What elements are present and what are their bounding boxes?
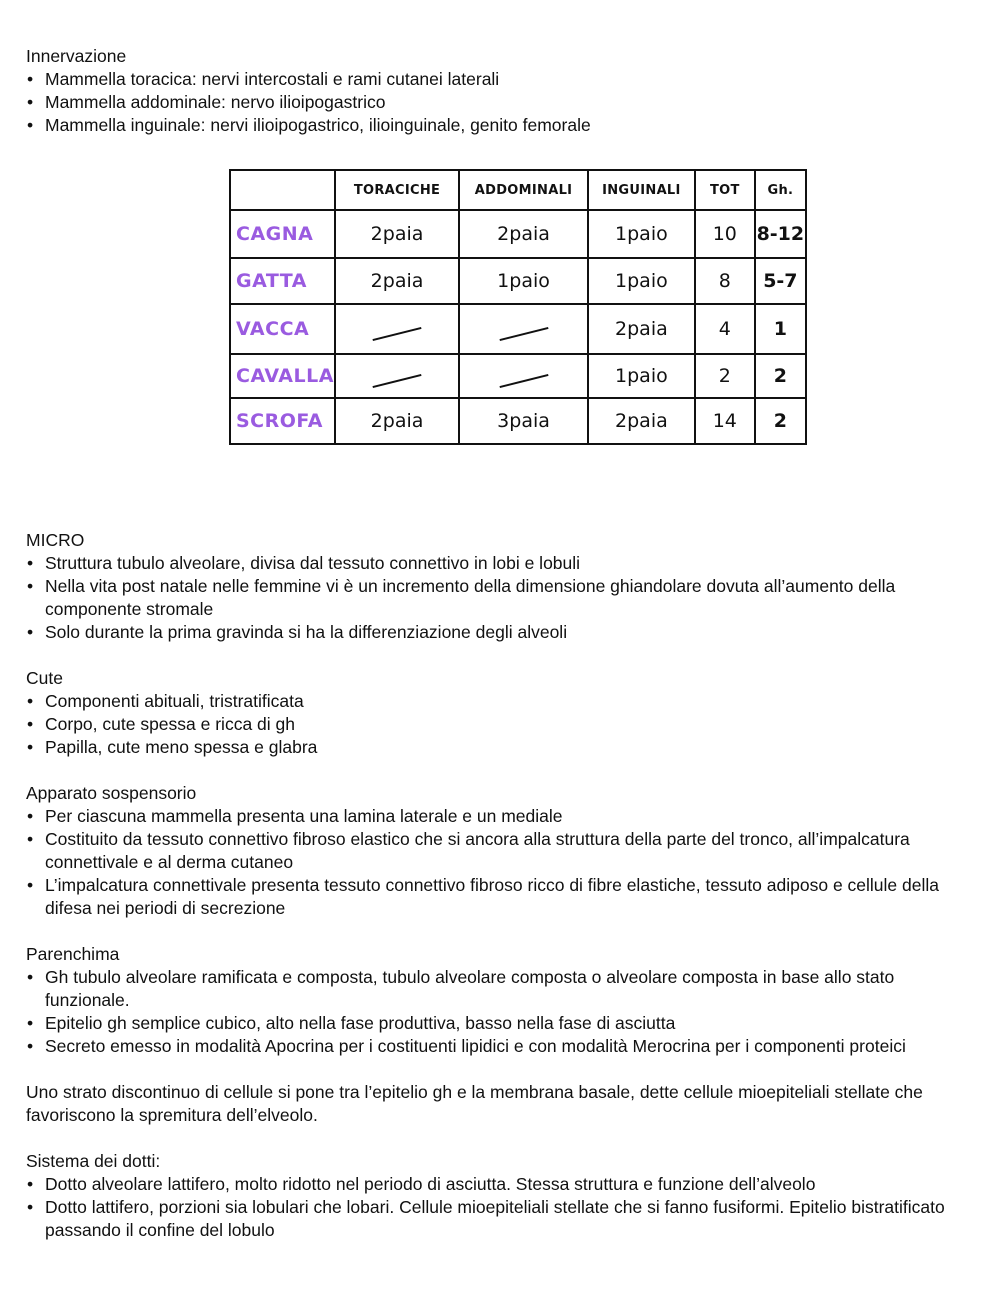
toraciche-cell: 2paia bbox=[335, 210, 459, 258]
section-title-dotti: Sistema dei dotti: bbox=[26, 1151, 161, 1171]
mammelle-table-wrap bbox=[229, 169, 807, 447]
section-sistema-dotti bbox=[26, 1150, 956, 1242]
addominali-cell-empty bbox=[459, 304, 588, 354]
animal-cell: SCROFA bbox=[230, 398, 335, 444]
animal-cell: GATTA bbox=[230, 258, 335, 304]
spacer bbox=[26, 759, 956, 782]
list-item: • Per ciascuna mammella presenta una lamina laterale e un mediale bbox=[26, 805, 956, 828]
apparato-list bbox=[26, 805, 956, 920]
section-innervazione bbox=[26, 45, 956, 137]
table-row bbox=[230, 304, 806, 354]
mammelle-table bbox=[229, 169, 807, 445]
addominali-cell: 2paia bbox=[459, 210, 588, 258]
toraciche-cell: 2paia bbox=[335, 258, 459, 304]
header-cell-gh: Gh. bbox=[755, 170, 806, 210]
table-row bbox=[230, 354, 806, 398]
spacer bbox=[26, 644, 956, 667]
gh-cell: 2 bbox=[755, 398, 806, 444]
gh-cell: 1 bbox=[755, 304, 806, 354]
dash-mark bbox=[373, 373, 422, 387]
list-item: • Dotto alveolare lattifero, molto ridotto nel periodo di asciutta. Stessa struttura e funzione dell’alveolo bbox=[26, 1173, 956, 1196]
animal-cell: VACCA bbox=[230, 304, 335, 354]
gh-cell: 5-7 bbox=[755, 258, 806, 304]
list-item: • Solo durante la prima gravinda si ha la differenziazione degli alveoli bbox=[26, 621, 956, 644]
inguinali-cell: 1paio bbox=[588, 258, 695, 304]
addominali-cell: 3paia bbox=[459, 398, 588, 444]
section-parenchima bbox=[26, 943, 956, 1058]
dash-mark bbox=[499, 326, 548, 340]
inguinali-cell: 2paia bbox=[588, 304, 695, 354]
dash-mark bbox=[499, 373, 548, 387]
toraciche-cell-empty bbox=[335, 304, 459, 354]
toraciche-cell: 2paia bbox=[335, 398, 459, 444]
list-item: • Gh tubulo alveolare ramificata e composta, tubulo alveolare composta o alveolare composta in base allo stato funzionale. bbox=[26, 966, 956, 1012]
header-cell-addominali: ADDOMINALI bbox=[459, 170, 588, 210]
header-cell-empty bbox=[230, 170, 335, 210]
header-cell-toraciche: TORACICHE bbox=[335, 170, 459, 210]
gh-cell: 2 bbox=[755, 354, 806, 398]
list-item: • Mammella addominale: nervo ilioipogastrico bbox=[26, 91, 956, 114]
table-row bbox=[230, 210, 806, 258]
list-item: • Corpo, cute spessa e ricca di gh bbox=[26, 713, 956, 736]
spacer bbox=[26, 447, 956, 529]
section-apparato-sospensorio bbox=[26, 782, 956, 920]
list-item: • Mammella inguinale: nervi ilioipogastrico, ilioinguinale, genito femorale bbox=[26, 114, 956, 137]
list-item: • Epitelio gh semplice cubico, alto nella fase produttiva, basso nella fase di asciutta bbox=[26, 1012, 956, 1035]
dotti-list bbox=[26, 1173, 956, 1242]
list-item: • Costituito da tessuto connettivo fibroso elastico che si ancora alla struttura della parte del tronco, all’impalcatura connettivale e al derma cutaneo bbox=[26, 828, 956, 874]
inguinali-cell: 2paia bbox=[588, 398, 695, 444]
addominali-cell-empty bbox=[459, 354, 588, 398]
list-item: • Mammella toracica: nervi intercostali e rami cutanei laterali bbox=[26, 68, 956, 91]
section-title-micro: MICRO bbox=[26, 530, 85, 550]
header-cell-inguinali: INGUINALI bbox=[588, 170, 695, 210]
document-page bbox=[26, 45, 956, 1242]
list-item: • L’impalcatura connettivale presenta tessuto connettivo fibroso ricco di fibre elastiche, tessuto adiposo e cellule della difesa nei periodi di secrezione bbox=[26, 874, 956, 920]
tot-cell: 14 bbox=[695, 398, 755, 444]
table-header-row bbox=[230, 170, 806, 210]
table-row bbox=[230, 258, 806, 304]
list-item: • Papilla, cute meno spessa e glabra bbox=[26, 736, 956, 759]
section-title-apparato: Apparato sospensorio bbox=[26, 783, 197, 803]
list-item: • Secreto emesso in modalità Apocrina per i costituenti lipidici e con modalità Merocrina per i componenti proteici bbox=[26, 1035, 956, 1058]
dash-mark bbox=[373, 326, 422, 340]
spacer bbox=[26, 1058, 956, 1081]
header-cell-tot: TOT bbox=[695, 170, 755, 210]
cute-list bbox=[26, 690, 956, 759]
list-item: • Dotto lattifero, porzioni sia lobulari che lobari. Cellule mioepiteliali stellate che si fanno fusiformi. Epitelio bistratificato passando il confine del lobulo bbox=[26, 1196, 956, 1242]
tot-cell: 2 bbox=[695, 354, 755, 398]
inguinali-cell: 1paio bbox=[588, 354, 695, 398]
list-item: • Struttura tubulo alveolare, divisa dal tessuto connettivo in lobi e lobuli bbox=[26, 552, 956, 575]
section-title-cute: Cute bbox=[26, 668, 63, 688]
table-row bbox=[230, 398, 806, 444]
section-title-parenchima: Parenchima bbox=[26, 944, 120, 964]
tot-cell: 4 bbox=[695, 304, 755, 354]
section-title-innervazione: Innervazione bbox=[26, 46, 127, 66]
spacer bbox=[26, 1127, 956, 1150]
micro-list bbox=[26, 552, 956, 644]
animal-cell: CAVALLA bbox=[230, 354, 335, 398]
parenchima-list bbox=[26, 966, 956, 1058]
inguinali-cell: 1paio bbox=[588, 210, 695, 258]
list-item: • Nella vita post natale nelle femmine vi è un incremento della dimensione ghiandolare dovuta all’aumento della componente stromale bbox=[26, 575, 956, 621]
addominali-cell: 1paio bbox=[459, 258, 588, 304]
innervazione-list bbox=[26, 68, 956, 137]
gh-cell: 8-12 bbox=[755, 210, 806, 258]
spacer bbox=[26, 920, 956, 943]
animal-cell: CAGNA bbox=[230, 210, 335, 258]
section-cute bbox=[26, 667, 956, 759]
tot-cell: 10 bbox=[695, 210, 755, 258]
toraciche-cell-empty bbox=[335, 354, 459, 398]
section-micro bbox=[26, 529, 956, 644]
tot-cell: 8 bbox=[695, 258, 755, 304]
list-item: • Componenti abituali, tristratificata bbox=[26, 690, 956, 713]
mioepiteliali-paragraph: Uno strato discontinuo di cellule si pone tra l’epitelio gh e la membrana basale, dette cellule mioepiteliali stellate che favoriscono la spremitura dell’elveolo. bbox=[26, 1082, 923, 1125]
